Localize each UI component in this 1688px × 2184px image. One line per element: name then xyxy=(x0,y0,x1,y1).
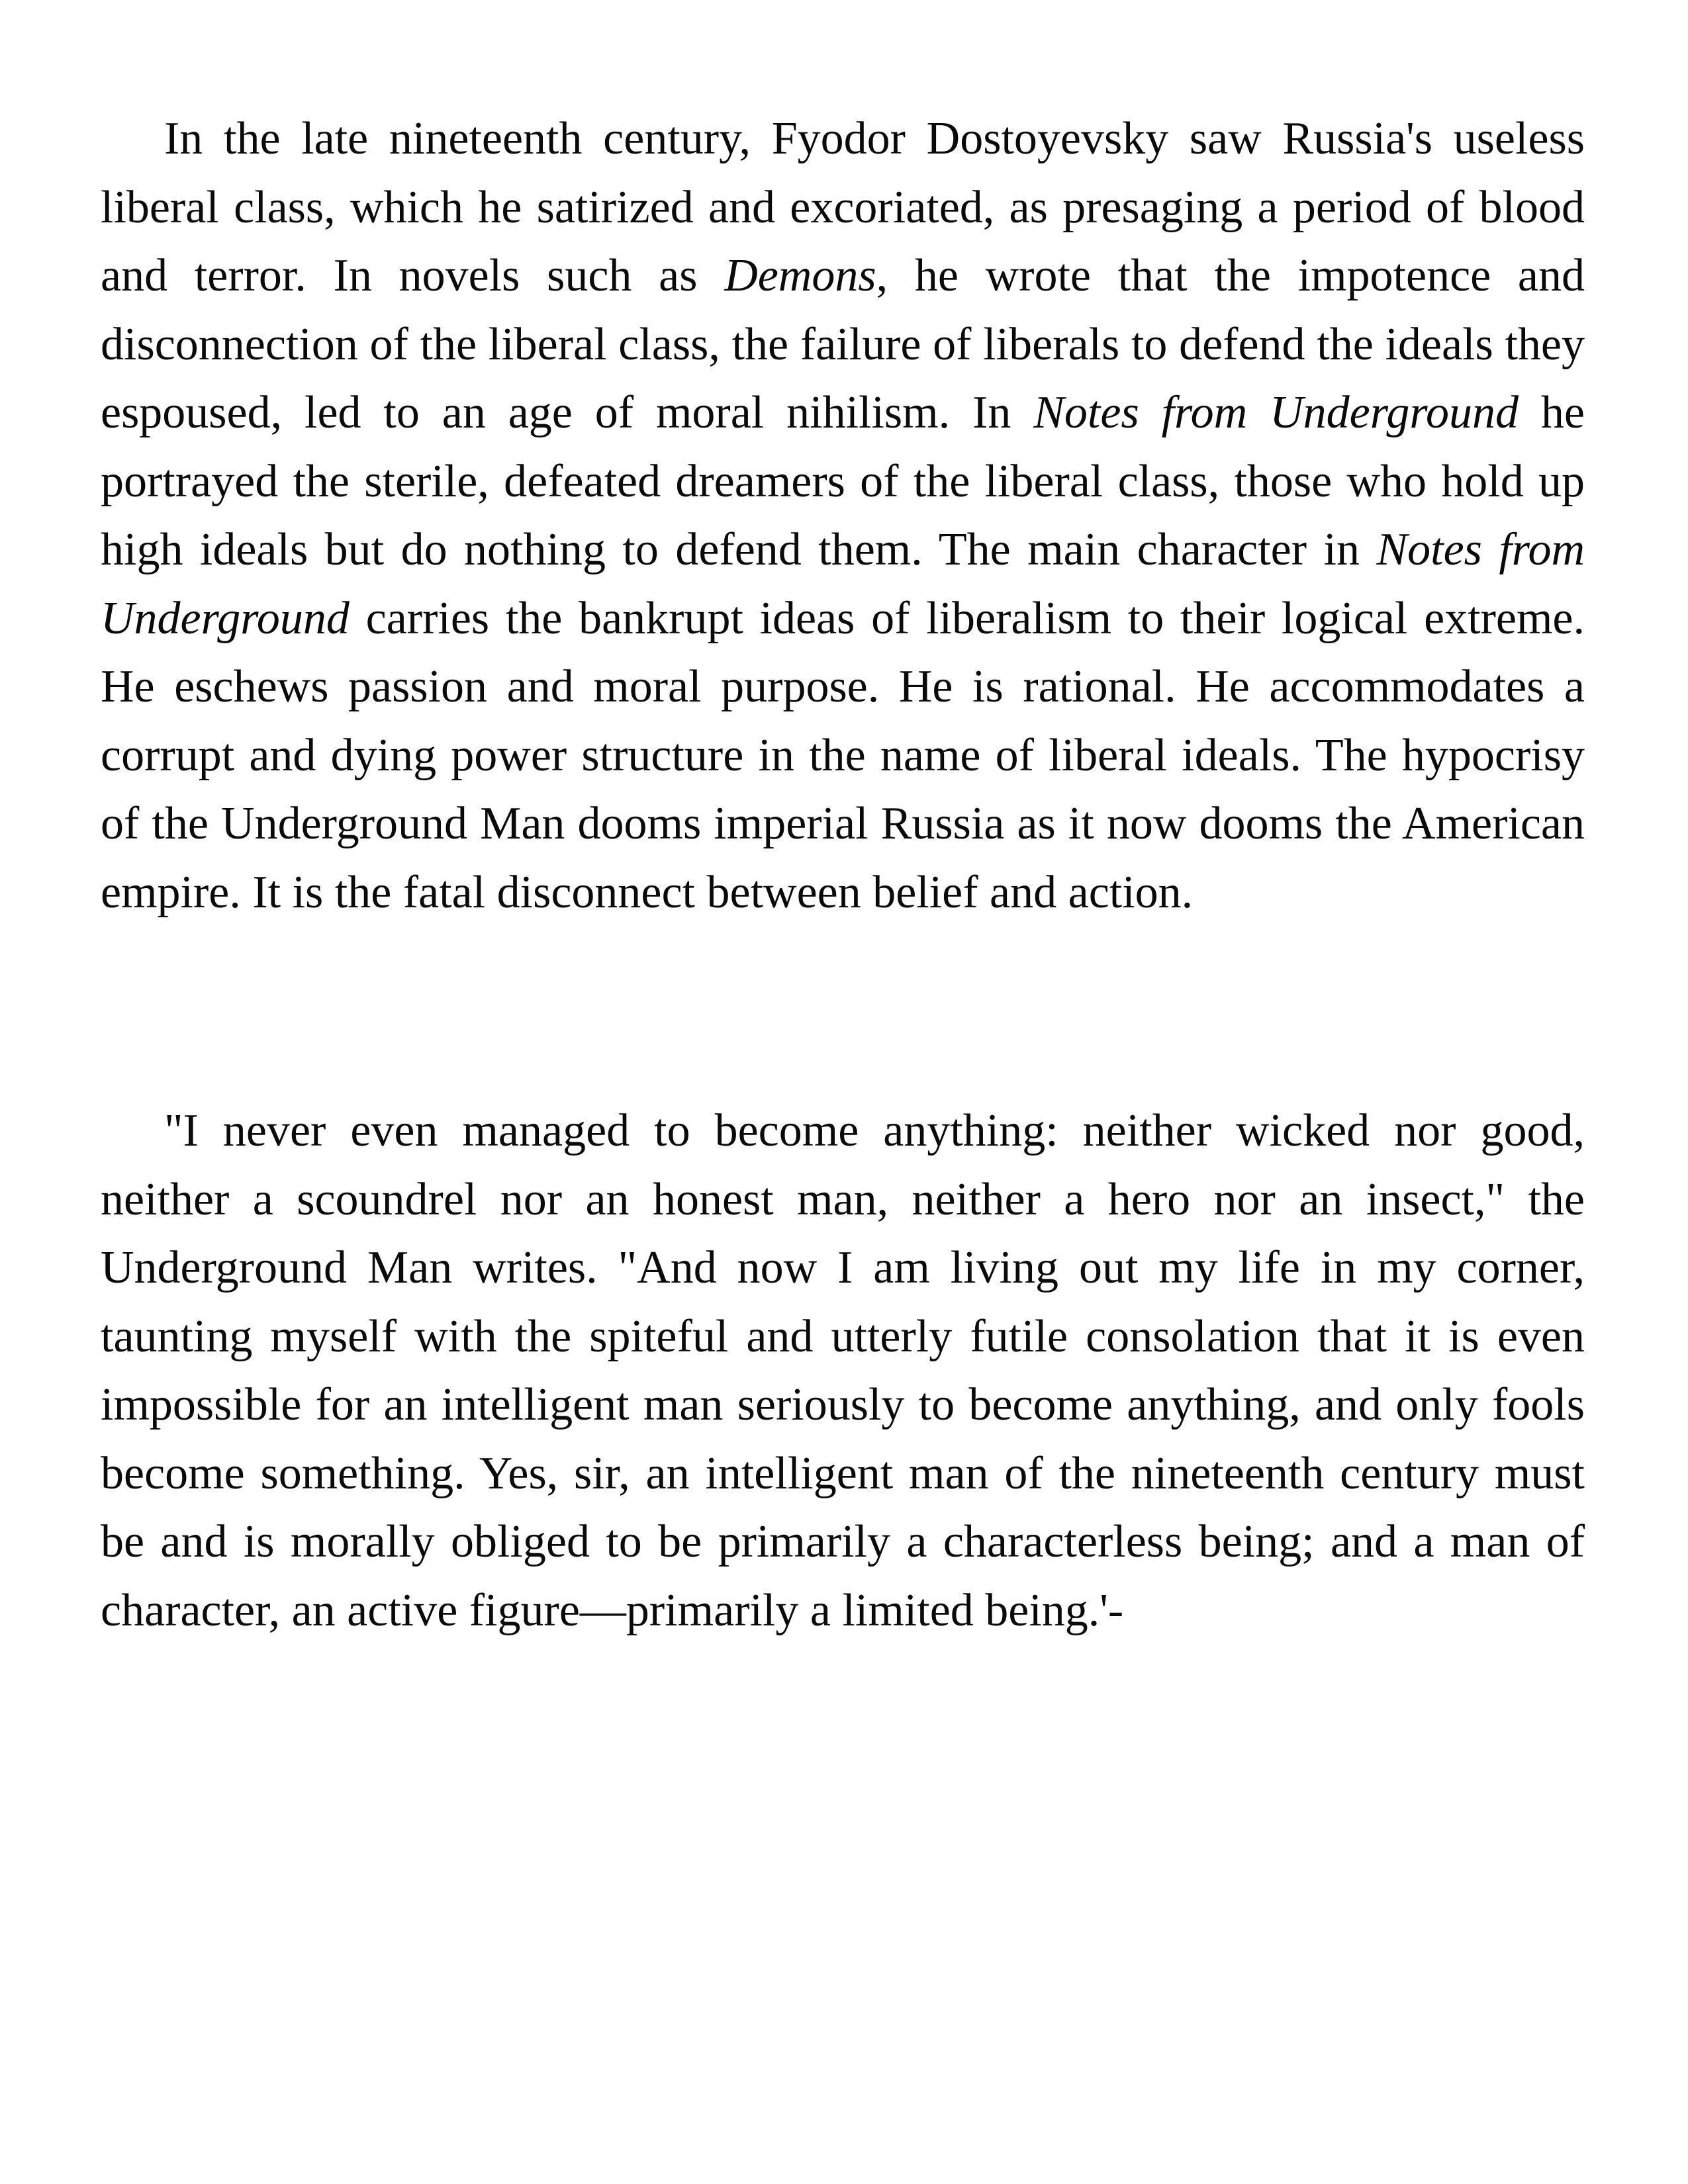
paragraph-2-text: "I never even managed to become anything: neither wicked nor good, neither a scoundrel nor an honest man, neither a hero nor an insect," the Underground Man writes. "And now I am living out my life in my corner, taunting myself with the spiteful and utterly futile consolation that it is even impossible for an intelligent man seriously to become anything, and only fools become something. Yes, sir, an intelligent man of the nineteenth century must be and is morally obliged to be primarily a characterless being; and a man of character, an active figure—primarily a limited being.'- xyxy=(101,1105,1585,1636)
book-title-demons: Demons xyxy=(724,250,876,301)
paragraph-1-text-d: carries the bankrupt ideas of liberalism to their logical extreme. He eschews passion and moral purpose. He is rational. He accommodates a corrupt and dying power structure in the name of liberal ideals. The hypocrisy of the Underground Man dooms imperial Russia as it now dooms the American empire. It is the fatal disconnect between belief and action. xyxy=(101,592,1585,918)
paragraph-1-text-a: In the late nineteenth century, Fyodor Dostoyevsky saw Russia's useless liberal class, which he satirized and excoriated, as presaging a period of blood and terror. In novels such as xyxy=(101,113,1585,301)
paragraph-dostoyevsky-liberal-class xyxy=(101,105,1585,927)
paragraph-1-text-b: , he wrote that the impotence and disconnection of the liberal class, the failure of liberals to defend the ideals they espoused, led to an age of moral nihilism. In xyxy=(101,250,1585,438)
paragraph-1-text-c: he portrayed the sterile, defeated dreamers of the liberal class, those who hold up high ideals but do nothing to defend them. The main character in xyxy=(101,387,1585,575)
book-title-notes-from-underground: Notes from Underground xyxy=(1033,387,1519,438)
paragraph-underground-man-quote xyxy=(101,1097,1585,1645)
book-title-notes-from-underground-2: Notes from Underground xyxy=(101,524,1585,644)
